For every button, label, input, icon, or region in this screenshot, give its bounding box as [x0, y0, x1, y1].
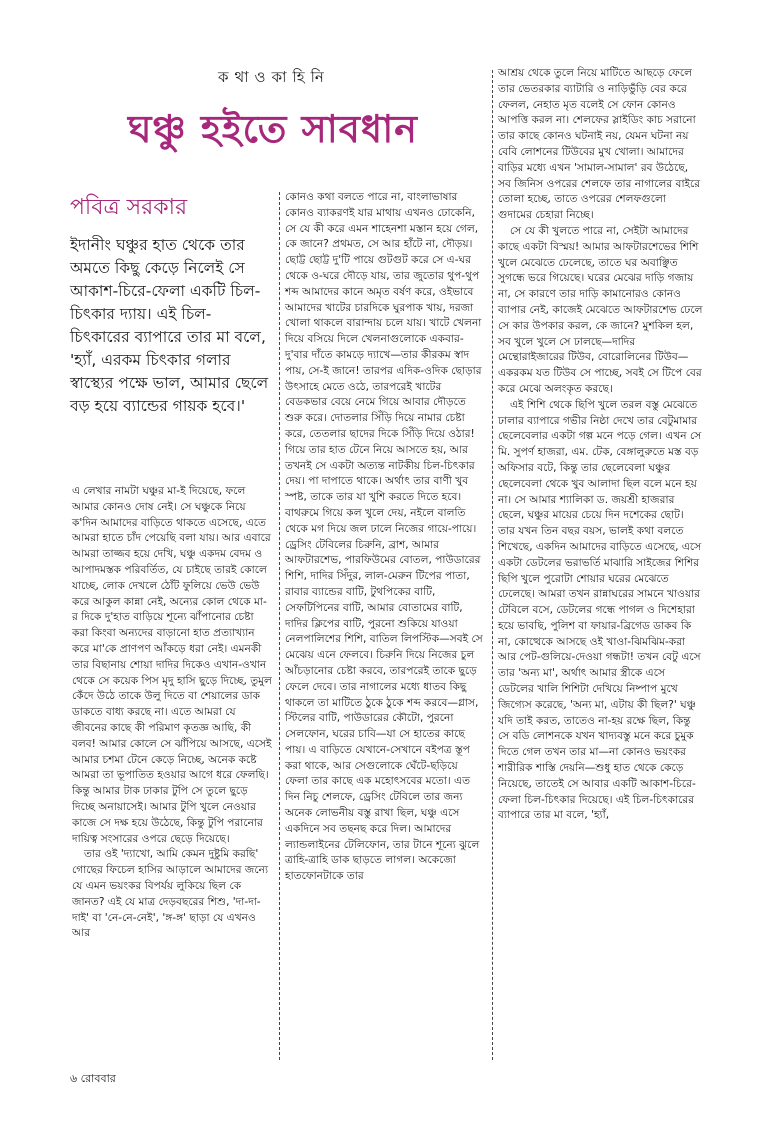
column-divider-1	[279, 192, 280, 1060]
article-column-1	[72, 484, 272, 942]
section-kicker: কথাওকাহিনি	[218, 68, 330, 86]
paragraph: এ লেখার নামটা ঘঞ্চুর মা-ই দিয়েছে, ফলে আমার কোনও দোষ নেই। সে ঘঞ্চুকে নিয়ে ক'দিন আমাদের বাড়িতে থাকতে এসেছে, এতে আমরা হাতে চাঁদ পেয়েছি বলা যায়। আর এবারে আমরা তাজ্জব হয়ে দেখি, ঘঞ্চু একদম বেদম ও আপাদমস্তক পরিবর্তিত, যে চাইছে তারই কোলে যাচ্ছে, লোক দেখলে ঠোঁট ফুলিয়ে ভেউ ভেউ করে আকুল কান্না নেই, অন্যের কোল থেকে মা-র দিকে দু'হাত বাড়িয়ে শূন্যে ঝাঁপানোর চেষ্টা করা কিংবা অন্যদের বাড়ানো হাত প্রত্যাখ্যান করে মা'কে প্রাণপণ আঁকড়ে ধরা নেই। এমনকী তার বিছানায় শোয়া দাদির দিকেও এখান-ওখান থেকে সে কয়েক পিস মৃদু হাসি ছুড়ে দিচ্ছে, তুমুল কেঁদে উঠে তাকে উলু দিতে বা শেয়ালের ডাক ডাকতে বাধ্য করছে না। এতে আমরা যে জীবনের কাছে কী পরিমাণ কৃতজ্ঞ আছি, কী বলব! আমার কোলে সে ঝাঁপিয়ে আসছে, এসেই আমার চশমা টেনে কেড়ে নিচ্ছে, অনেক কষ্টে আমরা তা ভূপাতিত হওয়ার আগে ধরে ফেলছি। কিন্তু আমার টাক ঢাকার টুপি সে তুলে ছুড়ে দিচ্ছে অনায়াসেই। আমার টুপি খুলে নেওয়ার কাজে সে দক্ষ হয়ে উঠেছে, কিন্তু টুপি পরানোর দায়িত্ব সংসারের ওপরে ছেড়ে দিয়েছে।	[72, 485, 272, 845]
paragraph: তার ওই 'দ্যাখো, আমি কেমন দুষ্টুমি করছি' গোছের ফিচেল হাসির আড়ালে আমাদের জন্যে যে এমন ভয়ংকর বিপর্যয় লুকিয়ে ছিল কে জানত? এই যে মাত্র দেড়বছরের শিশু, 'দা-দা-দাই' বা 'নে-নে-নেই', 'ঙ্গ-ঙ্গ' ছাড়া যে এখনও আর	[72, 848, 269, 940]
article-column-3	[498, 66, 703, 824]
headline: ঘঞ্চু হইতে সাবধান	[128, 106, 418, 151]
paragraph: আশ্রয় থেকে তুলে নিয়ে মাটিতে আছড়ে ফেলে তার ভেতরকার ব্যাটারি ও নাড়িভুঁড়ি বের করে ফেলল, নেহাত মৃত বলেই সে ফোন কোনও আপত্তি করল না। শেলফের স্লাইডিং কাচ সরানো তার কাছে কোনও ঘটনাই নয়, যেমন ঘটনা নয় বেবি লোশনের টিউবের মুখ খোলা। আমাদের বাড়ির মধ্যে এখন 'সামাল-সামাল' রব উঠেছে, সব জিনিস ওপরের শেলফে তার নাগালের বাইরে তোলা হচ্ছে, তাতে ওপরের শেলফগুলো গুদামের চেহারা নিচ্ছে।	[498, 67, 701, 222]
intro-pullquote: ইদানীং ঘঞ্চুর হাত থেকে তার অমতে কিছু কেড়ে নিলেই সে আকাশ-চিরে-ফেলা একটি চিল-চিৎকার দ্যায়। এই চিল-চিৎকারের ব্যাপারে তার মা বলে, 'হ্যাঁ, এরকম চিৎকার গলার স্বাস্থ্যের পক্ষে ভাল, আমার ছেলে বড় হয়ে ব্যান্ডের গায়ক হবে।'	[70, 236, 269, 415]
article-column-2	[285, 190, 483, 885]
column-divider-2	[492, 70, 493, 1060]
paragraph: সে যে কী খুলতে পারে না, সেইটা আমাদের কাছে একটা বিস্ময়! আমার আফটারশেভের শিশি খুলে মেঝেতে ঢেলেছে, তাতে ঘর অবাঞ্ছিত সুগন্ধে ভরে গিয়েছে। ঘরের মেঝের দাড়ি গজায় না, সে কারণে তার দাড়ি কামানোরও কোনও ব্যাপার নেই, কাজেই মেঝেতে আফটারশেভ ঢেলে সে কার উপকার করল, কে জানে? মুশকিল হল, সব খুলে খুলে সে ঢালছে—দাদির মেন্থোরাইজারের টিউব, বোরোলিনের টিউব—একরকম যত টিউব সে পাচ্ছে, সবই সে টিপে বের করে মেঝে অলংকৃত করছে।	[498, 224, 703, 395]
page-folio: ৬ রোববার	[70, 1072, 116, 1085]
paragraph: এই শিশি থেকে ছিপি খুলে তরল বস্তু মেঝেতে ঢালার ব্যাপারে গভীর নিষ্ঠা দেখে তার বেটুমামার ছেলেবেলার একটা গল্প মনে পড়ে গেল। এখন সে মি. সুপর্ণ হাজরা, এম. টেক, বেঙ্গালুরুতে মস্ত বড় অফিসার বটে, কিন্তু তার ছেলেবেলা ঘঞ্চুর ছেলেবেলা থেকে খুব আলাদা ছিল বলে মনে হয় না। সে আমার শ্যালিকা ড. জয়শ্রী হাজরার ছেলে, ঘঞ্চুর মায়ের চেয়ে দিন দশেকের ছোট। তার যখন তিন বছর বয়স, ভালই কথা বলতে শিখেছে, একদিন আমাদের বাড়িতে এসেছে, এসে একটা ডেটলের ভরাভর্তি মাঝারি সাইজের শিশির ছিপি খুলে পুরোটা শোয়ার ঘরের মেঝেতে ঢেলেছে। আমরা তখন রান্নাঘরের সামনে খাওয়ার টেবিলে বসে, ডেটলের গন্ধে পাগল ও দিশেহারা হয়ে ভাবছি, পুলিশ বা ফায়ার-ব্রিগেড ডাকব কি না, কোত্থেকে আসছে ওই খাওা-ঝিমঝিম-করা আর পেট-গুলিয়ে-দেওয়া গন্ধটা! তখন বেটু এসে তার 'অন্য মা', অর্থাৎ আমার স্ত্রীকে এসে ডেটলের খালি শিশিটা দেখিয়ে নিষ্পাপ মুখে জিগ্যেস করেছে, 'অন্য মা, এটায় কী ছিল?' ঘঞ্চু যদি তাই করত, তাতেও না-হয় রক্ষে ছিল, কিন্তু সে বডি লোশনকে যখন খাদ্যবস্তু মনে করে চুমুক দিতে গেল তখন তার মা—না কোনও ভয়ংকর শারীরিক শাস্তি দেয়নি—শুধু হাত থেকে কেড়ে নিয়েছে, তাতেই সে আবার একটি আকাশ-চিরে-ফেলা চিল-চিৎকার দিয়েছে। এই চিল-চিৎকারের ব্যাপারে তার মা বলে, 'হ্যাঁ,	[498, 398, 702, 822]
paragraph: কোনও কথা বলতে পারে না, বাংলাভাষার কোনও ব্যাকরণই যার মাথায় এখনও ঢোকেনি, সে যে কী করে এমন শাহেনশা মস্তান হয়ে গেল, কে জানে? প্রথমত, সে আর হাঁটে না, দৌড়য়। ছোট্ট ছোট্ট দু'টি পায়ে গুটগুট করে সে এ-ঘর থেকে ও-ঘরে দৌড়ে যায়, তার জুতোর থুপ-থুপ শব্দ আমাদের কানে অমৃত বর্ষণ করে, ওইভাবে আমাদের খাটের চারদিকে ঘুরপাক খায়, দরজা খোলা থাকলে বারান্দায় চলে যায়। খাটে খেলনা দিয়ে বসিয়ে দিলে খেলনাগুলোকে একবার-দু'বার দাঁতে কামড়ে দ্যাখে—তার কীরকম স্বাদ পায়, সে-ই জানে! তারপর এদিক-ওদিক ছোড়ার উৎসাহে মেতে ওঠে, তারপরেই খাটের বেডকভার বেয়ে নেমে গিয়ে আবার দৌড়তে শুরু করে। দোতলার সিঁড়ি দিয়ে নামার চেষ্টা করে, তেতলার ছাদের দিকে সিঁড়ি দিয়ে ওঠার! গিয়ে তার হাত টেনে নিয়ে আসতে হয়, আর তখনই সে একটা অত্যন্ত নাটকীয় চিল-চিৎকার দেয়। পা দাপাতে থাকে। অর্থাৎ তার বাণী খুব স্পষ্ট, তাকে তার যা খুশি করতে দিতে হবে। বাথরুমে গিয়ে কল খুলে দেয়, নইলে বালতি থেকে মগ দিয়ে জল ঢালে নিজের গায়ে-পায়ে। ড্রেসিং টেবিলের চিরুনি, ব্রাশ, আমার আফটারশেভ, পারফিউমের বোতল, পাউডারের শিশি, দাদির সিঁদুর, লাল-মেরুন টিপের পাতা, রাবার ব্যান্ডের বাটি, টুথপিকের বাটি, সেফটিপিনের বাটি, আমার বোতামের বাটি, দাদির ক্লিপের বাটি, পুরনো শুকিয়ে যাওয়া নেলপালিশের শিশি, বাতিল লিপস্টিক—সবই সে মেঝেয় এনে ফেলবে। চিরুনি দিয়ে নিজের চুল আঁচড়ানোর চেষ্টা করবে, তারপরেই তাকে ছুড়ে ফেলে দেবে। তার নাগালের মধ্যে ধাতব কিছু থাকলে তা মাটিতে ঠুকে ঠুকে শব্দ করবে—গ্লাস, স্টিলের বাটি, পাউডারের কৌটো, পুরনো সেলফোন, ঘরের চাবি—যা সে হাতের কাছে পায়। এ বাড়িতে যেখানে-সেখানে বইপত্র স্তূপ করা থাকে, আর সেগুলোকে ঘেঁটে-ছড়িয়ে ফেলা তার কাছে এক মহোৎসবের মতো। এত দিন নিচু শেলফে, ড্রেসিং টেবিলে তার জন্য অনেক লোভনীয় বস্তু রাখা ছিল, ঘঞ্চু এসে একদিনে সব তছনছ করে দিল। আমাদের ল্যান্ডলাইনের টেলিফোন, তার টানে শূন্যে ঝুলে ত্রাহি-ত্রাহি ডাক ছাড়তে লাগল। অকেজো হাতফোনটাকে তার	[285, 191, 483, 883]
author-byline: পবিত্র সরকার	[70, 195, 188, 220]
